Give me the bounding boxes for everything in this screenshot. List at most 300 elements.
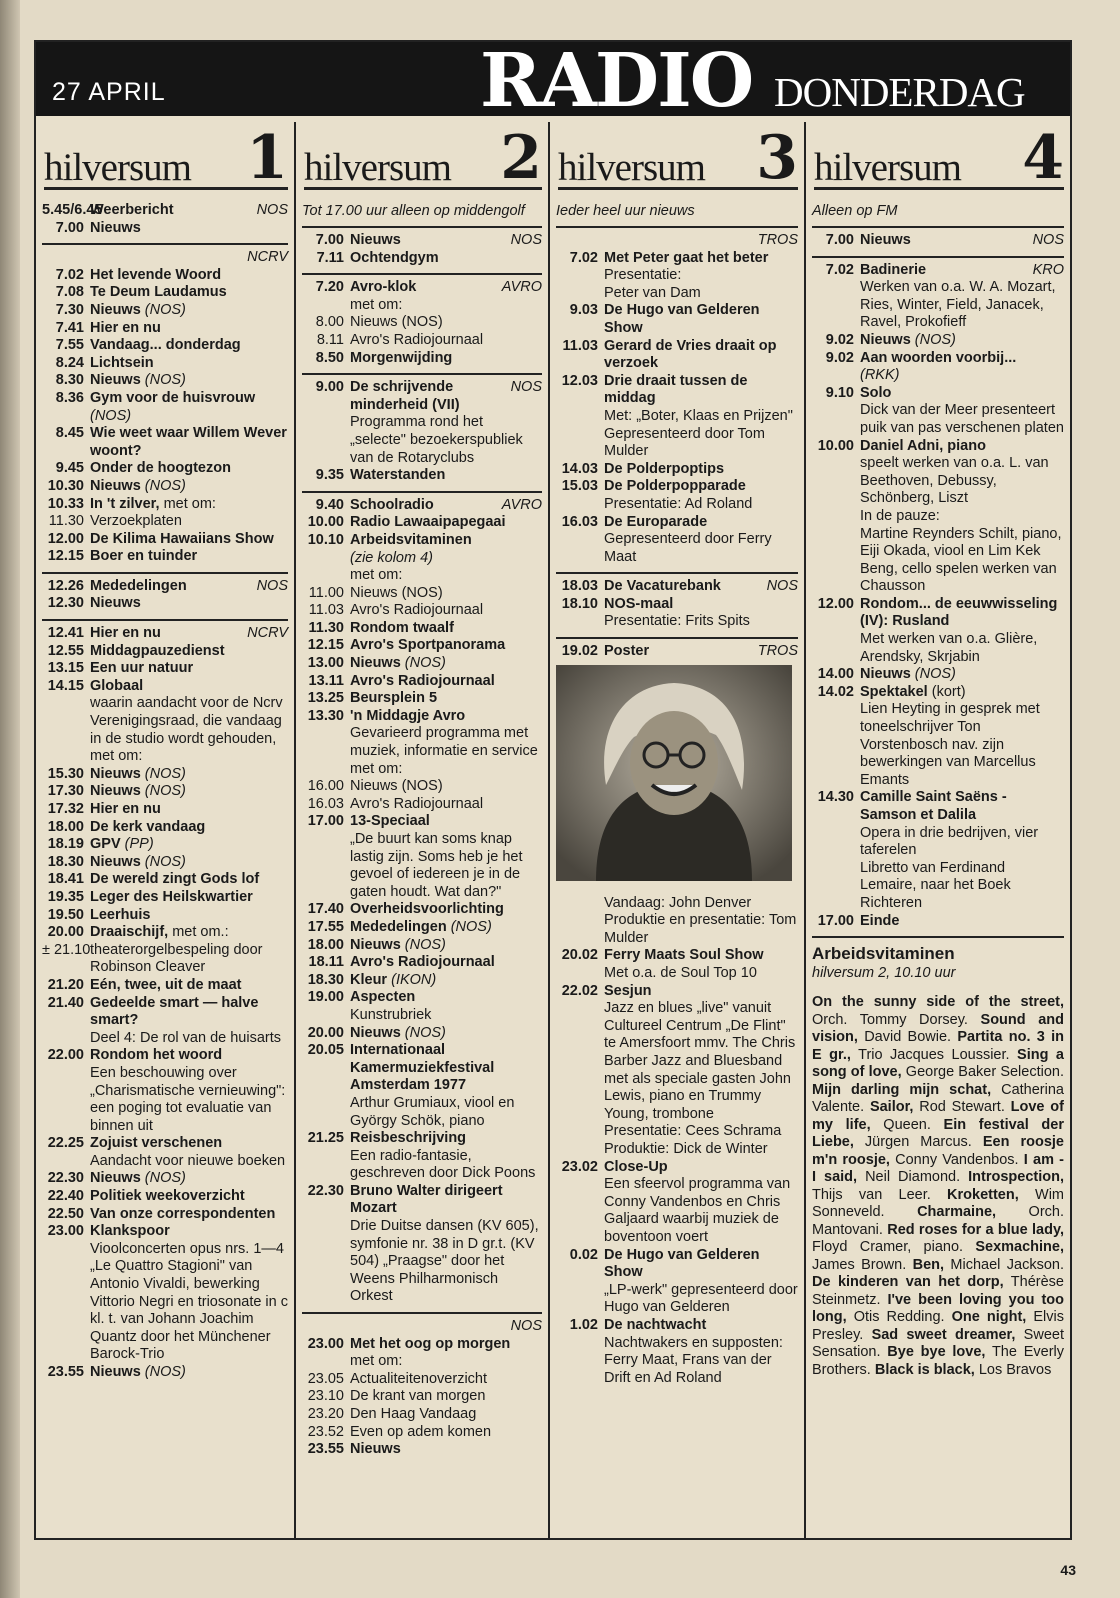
program-description: met om: bbox=[350, 1353, 403, 1370]
program-description: Nachtwakers en supposten: bbox=[604, 1334, 783, 1351]
broadcaster-tag: AVRO bbox=[501, 496, 542, 513]
program-row bbox=[302, 467, 542, 485]
program-title-line bbox=[350, 937, 542, 955]
program-title bbox=[604, 947, 764, 963]
program-row bbox=[42, 625, 288, 643]
program-title-text: Gedeelde smart — halve smart? bbox=[90, 994, 259, 1029]
program-time bbox=[556, 895, 604, 948]
station-word: hilversum bbox=[304, 146, 451, 189]
program-title-text: Hier en nu bbox=[90, 319, 161, 336]
program-time: 12.41 bbox=[47, 625, 84, 642]
program-row bbox=[302, 813, 542, 901]
program-title bbox=[604, 1247, 760, 1281]
program-row bbox=[812, 684, 1064, 790]
program-title-extra: (NOS) bbox=[404, 1024, 446, 1041]
schedule-block bbox=[302, 1312, 542, 1465]
program-row bbox=[556, 947, 798, 982]
program-title-text: Gym voor de huisvrouw bbox=[90, 389, 256, 406]
program-row bbox=[42, 390, 288, 425]
program-time: 17.30 bbox=[47, 783, 84, 800]
program-title bbox=[90, 355, 154, 371]
column-hilversum-4 bbox=[804, 122, 1070, 1538]
program-row bbox=[556, 461, 798, 479]
song-title: Sound and vision, bbox=[812, 1011, 1064, 1046]
program-time: 12.15 bbox=[47, 548, 84, 565]
program-title bbox=[350, 1130, 466, 1146]
program-body bbox=[350, 314, 542, 332]
broadcaster-tag: NOS bbox=[510, 232, 542, 248]
program-title-text: Mededelingen bbox=[350, 918, 447, 935]
program-description: Met: „Boter, Klaas en Prijzen" bbox=[604, 407, 793, 424]
program-title bbox=[90, 907, 150, 923]
program-body bbox=[860, 385, 1064, 438]
program-time: 7.02 bbox=[55, 266, 84, 283]
program-row bbox=[556, 1247, 798, 1317]
program-row bbox=[812, 789, 1064, 912]
program-row bbox=[42, 678, 288, 766]
program-body bbox=[350, 514, 542, 532]
program-body bbox=[604, 514, 798, 567]
program-title-text: Daniel Adni, piano bbox=[860, 437, 986, 454]
program-title-extra: (NOS) bbox=[144, 301, 186, 318]
program-title bbox=[90, 783, 186, 799]
program-title-line bbox=[90, 660, 288, 678]
broadcaster-tag: NOS bbox=[256, 577, 288, 594]
program-body bbox=[90, 766, 288, 784]
program-time: 7.20 bbox=[315, 279, 344, 296]
program-description: Den Haag Vandaag bbox=[350, 1406, 477, 1422]
program-time: 22.00 bbox=[47, 1047, 84, 1064]
program-title-line bbox=[90, 871, 288, 889]
program-row bbox=[42, 836, 288, 854]
program-row bbox=[42, 531, 288, 549]
program-title-text: Zojuist verschenen bbox=[90, 1135, 223, 1152]
song-artist: Thérèse Steinmetz. bbox=[812, 1274, 1064, 1308]
program-title-text: GPV bbox=[90, 836, 121, 853]
program-body bbox=[350, 1130, 542, 1183]
program-time: 10.00 bbox=[307, 514, 344, 531]
song-title: Ben, bbox=[912, 1256, 945, 1273]
program-time: 23.10 bbox=[307, 1388, 344, 1405]
program-title-line bbox=[90, 1364, 288, 1382]
program-body bbox=[90, 531, 288, 549]
program-row bbox=[42, 460, 288, 478]
program-title bbox=[350, 637, 505, 653]
program-row bbox=[42, 220, 288, 238]
program-time: 13.11 bbox=[308, 672, 344, 689]
program-title bbox=[90, 302, 186, 318]
program-description: Nieuws (NOS) bbox=[350, 314, 443, 331]
program-title-line bbox=[604, 1247, 798, 1282]
song-artist: David Bowie. bbox=[857, 1029, 958, 1046]
program-description: (NOS) bbox=[90, 407, 132, 424]
program-body bbox=[90, 513, 288, 531]
program-row bbox=[556, 643, 798, 661]
program-row bbox=[302, 989, 542, 1024]
program-title-text: Lichtsein bbox=[90, 354, 154, 371]
program-title-text: Drie draait tussen de middag bbox=[604, 372, 748, 407]
program-title-line bbox=[860, 596, 1064, 631]
program-time: 23.55 bbox=[307, 1441, 344, 1458]
program-body bbox=[90, 460, 288, 478]
program-time: 8.50 bbox=[315, 349, 344, 366]
program-description: „LP-werk" gepresenteerd door Hugo van Gelderen bbox=[604, 1281, 798, 1316]
program-description: Peter van Dam bbox=[604, 284, 701, 301]
schedule-block bbox=[302, 226, 542, 273]
station-number: 2 bbox=[500, 123, 542, 193]
program-row bbox=[302, 232, 542, 250]
broadcaster-tag: NOS bbox=[510, 1318, 542, 1335]
program-body bbox=[350, 232, 542, 250]
program-description: Gepresenteerd door Ferry Maat bbox=[604, 531, 772, 565]
program-title bbox=[90, 390, 255, 406]
schedule-block bbox=[302, 202, 542, 226]
program-title-text: Reisbeschrijving bbox=[350, 1130, 467, 1147]
program-title bbox=[90, 766, 186, 782]
program-description: Een beschouwing over „Charismatische vernieuwing": een poging tot evaluatie van binnen uit bbox=[90, 1064, 286, 1134]
program-description: Arthur Grumiaux, viool en György Schök, piano bbox=[350, 1094, 515, 1129]
station-number: 3 bbox=[756, 123, 798, 193]
program-title bbox=[90, 836, 154, 852]
program-description: Produktie: Dick de Winter bbox=[604, 1140, 768, 1157]
program-title-text: Nieuws bbox=[90, 1364, 141, 1380]
program-title-text: Nieuws bbox=[90, 595, 141, 612]
program-title-text: Radio Lawaaipapegaai bbox=[350, 514, 506, 531]
program-title-line bbox=[90, 995, 288, 1030]
program-title-line bbox=[90, 531, 288, 549]
program-title-text: In 't zilver, bbox=[90, 495, 160, 512]
program-title bbox=[604, 250, 768, 266]
program-row bbox=[42, 202, 288, 220]
program-body bbox=[90, 595, 288, 613]
program-body bbox=[90, 548, 288, 566]
program-title-line bbox=[860, 232, 1064, 250]
program-body bbox=[604, 1247, 798, 1317]
program-title-line bbox=[350, 1025, 542, 1043]
program-title-text: Leger des Heilskwartier bbox=[90, 888, 253, 905]
program-title bbox=[350, 655, 446, 671]
song-artist: Orch. Tommy Dorsey. bbox=[812, 1011, 981, 1028]
program-title-text: Nieuws bbox=[350, 1441, 401, 1458]
program-body bbox=[350, 279, 542, 314]
broadcaster-tag: NOS bbox=[510, 379, 542, 396]
program-time: 20.02 bbox=[561, 947, 598, 964]
program-title bbox=[90, 678, 143, 694]
program-row bbox=[42, 548, 288, 566]
program-row bbox=[302, 1042, 542, 1130]
program-title-line bbox=[350, 250, 542, 268]
program-row bbox=[812, 262, 1064, 332]
song-artist: Otis Redding. bbox=[846, 1309, 952, 1326]
schedule-block bbox=[302, 373, 542, 491]
program-title bbox=[90, 1188, 245, 1204]
program-time: 13.30 bbox=[307, 707, 344, 724]
program-title bbox=[350, 708, 465, 724]
program-title bbox=[90, 1206, 275, 1222]
program-description: Een sfeervol programma van Conny Vandenbos en Chris Galjaard waarbij muziek de boventoon voert bbox=[604, 1176, 791, 1245]
program-row bbox=[556, 478, 798, 513]
program-row bbox=[302, 279, 542, 314]
arbeidsvitaminen-title: Arbeidsvitaminen bbox=[812, 944, 955, 964]
program-row bbox=[302, 379, 542, 467]
program-title-text: Kleur bbox=[350, 971, 388, 988]
program-title-line bbox=[350, 1336, 542, 1354]
program-row bbox=[42, 819, 288, 837]
program-body bbox=[350, 1424, 542, 1442]
program-row bbox=[812, 666, 1064, 684]
program-title-text: Waterstanden bbox=[350, 467, 446, 484]
column-header bbox=[44, 122, 288, 193]
program-body bbox=[90, 337, 288, 355]
program-title bbox=[350, 497, 434, 515]
program-body bbox=[350, 1042, 542, 1130]
program-body bbox=[90, 390, 288, 425]
program-title-text: 13-Speciaal bbox=[350, 813, 430, 830]
schedule-block bbox=[42, 572, 288, 619]
program-title-text: Onder de hoogtezon bbox=[90, 460, 231, 477]
program-title-text: Einde bbox=[860, 912, 900, 929]
program-description: (zie kolom 4) bbox=[350, 549, 433, 566]
program-row bbox=[302, 673, 542, 691]
program-row bbox=[302, 778, 542, 796]
program-time: 19.50 bbox=[47, 906, 84, 923]
program-title-line bbox=[860, 666, 1064, 684]
program-title-text: Schoolradio bbox=[350, 496, 434, 513]
program-description: theaterorgelbespeling door Robinson Cleaver bbox=[90, 941, 263, 976]
program-title-line bbox=[350, 279, 542, 297]
program-time: 9.45 bbox=[55, 460, 84, 477]
program-description: Produktie en presentatie: Tom Mulder bbox=[604, 912, 797, 946]
program-title-line bbox=[90, 766, 288, 784]
song-artist: Floyd Cramer, piano. bbox=[812, 1239, 976, 1256]
program-description: Een radio-fantasie, geschreven door Dick Poons bbox=[350, 1147, 536, 1182]
program-title bbox=[90, 995, 258, 1029]
program-body bbox=[90, 372, 288, 390]
program-row bbox=[812, 332, 1064, 350]
program-title-line bbox=[860, 385, 1064, 403]
program-row bbox=[812, 913, 1064, 931]
program-body bbox=[90, 320, 288, 338]
song-title: Sad sweet dreamer, bbox=[871, 1326, 1016, 1343]
program-body bbox=[90, 478, 288, 496]
program-body bbox=[350, 901, 542, 919]
john-denver-photo bbox=[556, 665, 792, 881]
song-title: Bye bye love, bbox=[887, 1344, 986, 1361]
program-row bbox=[302, 972, 542, 990]
program-body bbox=[350, 796, 542, 814]
program-title-text: De kerk vandaag bbox=[90, 818, 206, 835]
program-body bbox=[350, 602, 542, 620]
program-body bbox=[860, 332, 1064, 350]
program-time: 9.03 bbox=[569, 302, 598, 319]
program-row bbox=[302, 1025, 542, 1043]
program-row bbox=[42, 1188, 288, 1206]
broadcaster-tag: AVRO bbox=[501, 279, 542, 296]
program-title-line bbox=[604, 1317, 798, 1335]
program-title-line bbox=[90, 1206, 288, 1224]
program-description: Avro's Radiojournaal bbox=[350, 795, 484, 812]
program-description: waarin aandacht voor de Ncrv Verenigingsraad, die vandaag in de studio wordt gehouden, bbox=[90, 695, 283, 747]
program-time: ± 21.10 bbox=[42, 941, 91, 958]
program-title-line bbox=[90, 302, 288, 320]
program-row bbox=[42, 1364, 288, 1382]
program-title-text: Politiek weekoverzicht bbox=[90, 1188, 245, 1205]
program-title-text: Het levende Woord bbox=[90, 266, 222, 283]
program-description: Gepresenteerd door Tom Mulder bbox=[604, 425, 765, 460]
program-body bbox=[350, 972, 542, 990]
program-time: 20.00 bbox=[307, 1024, 344, 1041]
program-title-line bbox=[90, 548, 288, 566]
program-title bbox=[604, 514, 707, 530]
program-title-text: Nieuws bbox=[350, 1024, 401, 1041]
song-title: Mijn darling mijn schat, bbox=[812, 1081, 992, 1098]
program-body bbox=[350, 778, 542, 796]
program-title-line bbox=[860, 262, 1064, 280]
program-title-line bbox=[90, 1188, 288, 1206]
program-title-line bbox=[90, 836, 288, 854]
program-title bbox=[350, 690, 437, 706]
program-body bbox=[860, 913, 1064, 931]
program-time: 5.45/6.45 bbox=[42, 202, 103, 218]
program-title bbox=[90, 320, 161, 336]
program-body bbox=[90, 643, 288, 661]
program-title bbox=[350, 532, 472, 548]
program-title-line bbox=[90, 355, 288, 373]
program-title-line bbox=[90, 977, 288, 995]
program-row bbox=[42, 854, 288, 872]
program-body bbox=[350, 1406, 542, 1424]
program-title-text: Sesjun bbox=[604, 982, 652, 999]
program-time: 12.00 bbox=[817, 595, 854, 612]
program-time: 22.50 bbox=[47, 1205, 84, 1222]
program-time: 18.10 bbox=[561, 595, 598, 612]
arbeidsvitaminen-box bbox=[812, 936, 1064, 1379]
program-description: Met werken van o.a. Glière, Arendsky, Skrjabin bbox=[860, 631, 1038, 665]
program-title-text: Camille Saint Saëns - Samson et Dalila bbox=[860, 789, 1007, 823]
program-title bbox=[350, 467, 445, 483]
program-row bbox=[42, 942, 288, 977]
program-row bbox=[42, 513, 288, 531]
broadcaster-tag: NOS bbox=[256, 202, 288, 218]
program-time: 11.30 bbox=[308, 619, 344, 636]
program-row bbox=[42, 425, 288, 460]
program-row bbox=[302, 1371, 542, 1389]
program-title bbox=[350, 620, 454, 636]
program-time: 23.52 bbox=[307, 1423, 344, 1440]
column-hilversum-2 bbox=[294, 122, 548, 1538]
broadcaster-tag: TROS bbox=[757, 643, 798, 660]
program-title-line bbox=[90, 889, 288, 907]
song-title: De kinderen van het dorp, bbox=[812, 1274, 1004, 1291]
program-body bbox=[604, 302, 798, 337]
program-time: 11.00 bbox=[308, 584, 344, 601]
program-title-extra: (NOS) bbox=[914, 331, 956, 348]
program-title-line bbox=[90, 1223, 288, 1241]
program-time: 15.30 bbox=[47, 765, 84, 782]
program-title-line bbox=[604, 1159, 798, 1177]
program-title-text: Een uur natuur bbox=[90, 660, 194, 677]
program-time: 7.55 bbox=[55, 337, 84, 354]
program-row bbox=[302, 1183, 542, 1306]
program-title bbox=[860, 385, 891, 401]
program-title-text: Spektakel bbox=[860, 683, 928, 700]
program-title-line bbox=[860, 684, 1064, 702]
program-title bbox=[90, 372, 186, 388]
program-time: 7.30 bbox=[55, 301, 84, 318]
program-title-line bbox=[350, 813, 542, 831]
program-title-extra: (NOS) bbox=[144, 853, 186, 870]
program-time: 20.00 bbox=[47, 924, 84, 941]
program-title-text: Overheidsvoorlichting bbox=[350, 901, 504, 918]
program-title bbox=[90, 337, 241, 353]
song-artist: George Baker Selection. bbox=[901, 1064, 1065, 1081]
program-title-line bbox=[604, 302, 798, 337]
program-title-line bbox=[90, 220, 288, 238]
program-body bbox=[350, 1371, 542, 1389]
program-row bbox=[42, 355, 288, 373]
program-time: 10.00 bbox=[817, 437, 854, 454]
program-title-text: Avro-klok bbox=[350, 279, 417, 296]
program-description: Jazz en blues „live" vanuit Cultureel Centrum „De Flint" te Amersfoort mmv. The Chris Barber Jazz and Bluesband met als speciale gasten John Lewis, piano en Trummy Young, trombone bbox=[604, 1000, 796, 1122]
program-row bbox=[42, 496, 288, 514]
program-time: 22.40 bbox=[47, 1188, 84, 1205]
program-row bbox=[556, 895, 798, 948]
program-title-line bbox=[350, 1183, 542, 1218]
program-title-line bbox=[90, 907, 288, 925]
song-title: On the sunny side of the street, bbox=[812, 994, 1064, 1011]
program-title-text: Rondom... de eeuwwisseling (IV): Rusland bbox=[860, 595, 1058, 630]
program-title bbox=[350, 279, 416, 297]
program-title bbox=[350, 514, 506, 530]
program-title-line bbox=[90, 595, 288, 613]
program-title bbox=[350, 250, 439, 266]
program-time: 22.30 bbox=[47, 1170, 84, 1187]
program-description: Deel 4: De rol van de huisarts bbox=[90, 1029, 282, 1046]
program-row bbox=[42, 337, 288, 355]
program-title-text: Rondom het woord bbox=[90, 1047, 223, 1064]
program-description: Ferry Maat, Frans van der Drift en Ad Roland bbox=[604, 1352, 772, 1386]
program-time: 23.00 bbox=[307, 1335, 344, 1352]
program-description: Presentatie: Ad Roland bbox=[604, 495, 753, 512]
program-title bbox=[90, 548, 197, 564]
program-body bbox=[350, 250, 542, 268]
program-title-line bbox=[604, 643, 798, 661]
song-title: Introspection, bbox=[968, 1169, 1064, 1186]
song-title: Ein festival der Liebe, bbox=[812, 1116, 1064, 1151]
program-title-line bbox=[604, 373, 798, 408]
program-row bbox=[302, 690, 542, 708]
program-title-line bbox=[604, 947, 798, 965]
program-title-line bbox=[90, 478, 288, 496]
program-description: speelt werken van o.a. L. van Beethoven, Debussy, Schönberg, Liszt bbox=[860, 455, 1049, 507]
program-title-text: Weerbericht bbox=[90, 202, 174, 218]
program-body bbox=[350, 1025, 542, 1043]
program-title-extra: (NOS) bbox=[144, 477, 186, 494]
program-title bbox=[350, 232, 401, 250]
program-title-text: Ferry Maats Soul Show bbox=[604, 947, 764, 964]
program-time: 12.30 bbox=[47, 595, 84, 612]
program-row bbox=[302, 514, 542, 532]
schedule-block bbox=[556, 572, 798, 637]
program-title-text: Nieuws bbox=[90, 301, 141, 318]
program-title-text: Nieuws bbox=[90, 783, 141, 800]
program-row bbox=[812, 232, 1064, 250]
program-row bbox=[42, 267, 288, 285]
program-time: 12.03 bbox=[561, 372, 598, 389]
program-title bbox=[350, 379, 511, 414]
program-time: 23.02 bbox=[561, 1158, 598, 1175]
program-row bbox=[302, 1424, 542, 1442]
